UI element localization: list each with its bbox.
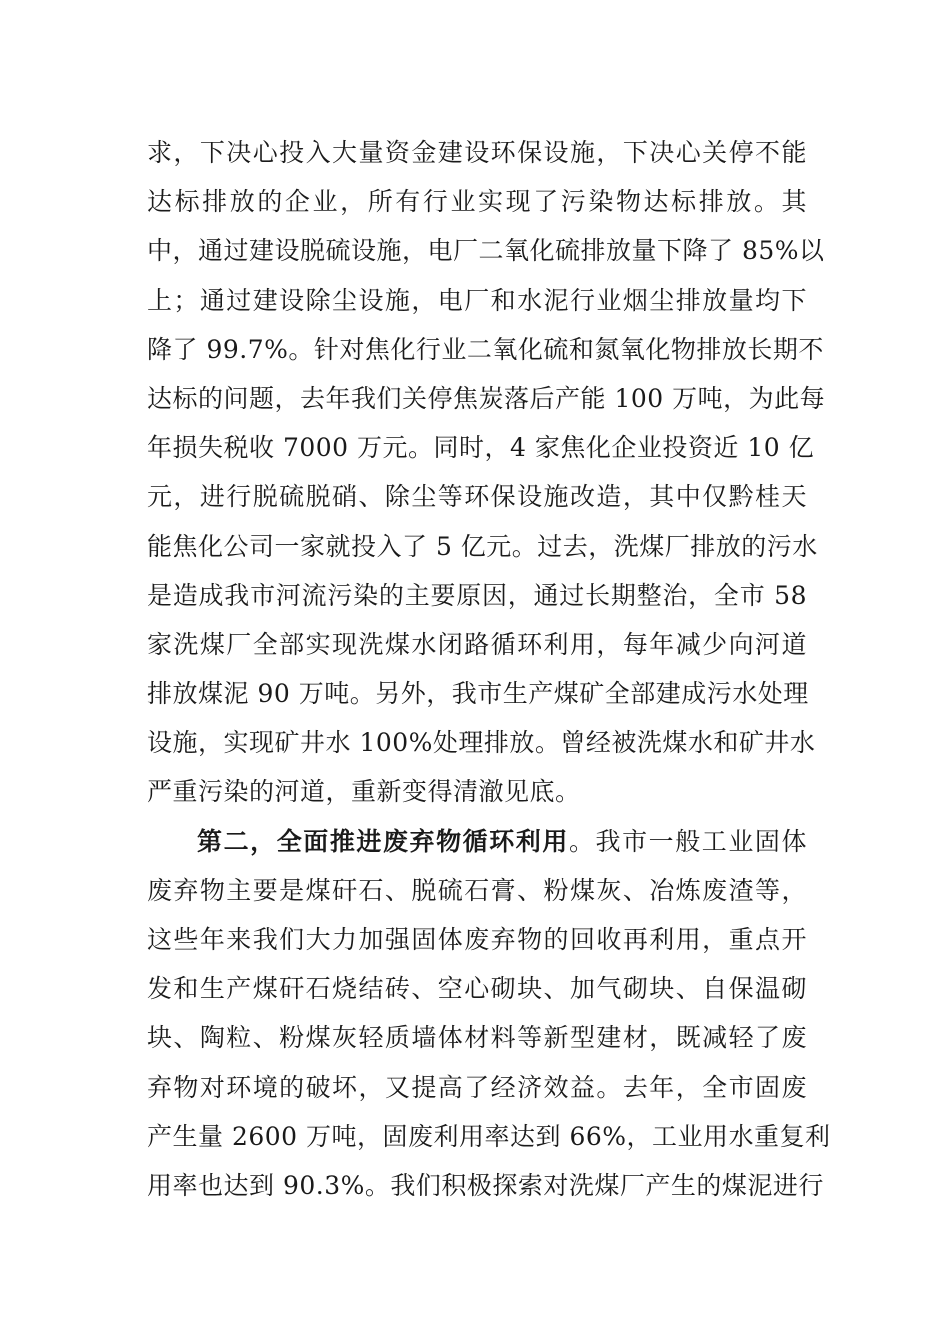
- paragraph-1: [147, 128, 826, 817]
- text-line: 求，下决心投入大量资金建设环保设施，下决心关停不能: [147, 138, 807, 167]
- text-line: 块、陶粒、粉煤灰轻质墙体材料等新型建材，既减轻了废: [147, 1023, 807, 1053]
- text-line: 发和生产煤矸石烧结砖、空心砌块、加气砌块、自保温砌: [147, 974, 807, 1004]
- text-line: 排放煤泥 90 万吨。另外，我市生产煤矿全部建成污水处理: [147, 679, 809, 709]
- text-line: [147, 817, 807, 866]
- paragraph-2: [147, 817, 831, 1211]
- text-line: 设施，实现矿井水 100%处理排放。曾经被洗煤水和矿井水: [147, 728, 816, 758]
- document-body: [147, 128, 831, 1210]
- text-line: 产生量 2600 万吨，固废利用率达到 66%，工业用水重复利: [147, 1121, 831, 1151]
- text-line: 达标的问题，去年我们关停焦炭落后产能 100 万吨，为此每: [147, 383, 826, 413]
- text-line: 达标排放的企业，所有行业实现了污染物达标排放。其: [147, 187, 807, 217]
- text-line: 元，进行脱硫脱硝、除尘等环保设施改造，其中仅黔桂天: [147, 482, 807, 512]
- text-line: 是造成我市河流污染的主要原因，通过长期整治，全市 58: [147, 580, 807, 610]
- text-line: 严重污染的河道，重新变得清澈见底。: [147, 777, 581, 807]
- text-run: 。我市一般工业固体: [568, 826, 807, 856]
- text-line: 降了 99.7%。针对焦化行业二氧化硫和氮氧化物排放长期不: [147, 334, 824, 364]
- text-line: 弃物对环境的破坏，又提高了经济效益。去年，全市固废: [147, 1072, 807, 1102]
- text-line: 废弃物主要是煤矸石、脱硫石膏、粉煤灰、冶炼废渣等，: [147, 875, 807, 905]
- text-line: 上；通过建设除尘设施，电厂和水泥行业烟尘排放量均下: [147, 285, 807, 315]
- text-line: 中，通过建设脱硫设施，电厂二氧化硫排放量下降了 85%以: [147, 236, 825, 266]
- text-line: 能焦化公司一家就投入了 5 亿元。过去，洗煤厂排放的污水: [147, 531, 818, 561]
- section-heading: 第二，全面推进废弃物循环利用: [197, 826, 569, 856]
- text-line: 家洗煤厂全部实现洗煤水闭路循环利用，每年减少向河道: [147, 629, 807, 659]
- text-line: 年损失税收 7000 万元。同时，4 家焦化企业投资近 10 亿: [147, 433, 815, 463]
- text-line: 这些年来我们大力加强固体废弃物的回收再利用，重点开: [147, 925, 807, 954]
- text-line: 用率也达到 90.3%。我们积极探索对洗煤厂产生的煤泥进行: [147, 1170, 824, 1200]
